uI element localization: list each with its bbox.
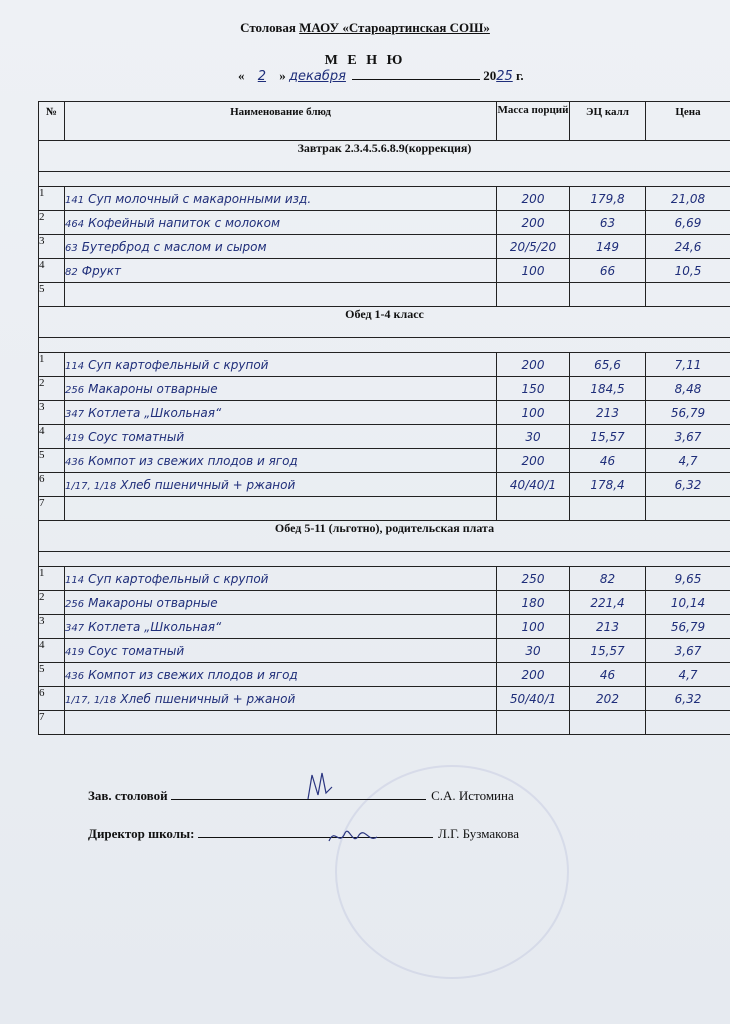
dish-name: Хлеб пшеничный + ржаной [120,477,296,492]
portion-mass: 30 [497,639,570,663]
portion-mass: 50/40/1 [497,687,570,711]
portion-mass: 200 [497,187,570,211]
table-row [39,283,730,307]
table-row [39,449,730,473]
school-name: МАОУ «Староартинская СОШ» [299,20,490,35]
energy-value: 15,57 [570,425,646,449]
table-row [39,687,730,711]
price: 9,65 [646,567,730,591]
section-spacer-row [39,172,730,187]
menu-date [238,68,524,84]
price: 3,67 [646,639,730,663]
energy-value: 213 [570,401,646,425]
recipe-code: 436 [65,456,85,468]
row-number: 3 [39,615,65,639]
dish-cell [65,473,497,497]
energy-value: 15,57 [570,639,646,663]
price [646,283,730,307]
portion-mass: 100 [497,401,570,425]
energy-value: 202 [570,687,646,711]
row-number: 1 [39,353,65,377]
canteen-header [0,20,730,36]
dish-cell [65,377,497,401]
portion-mass [497,497,570,521]
price: 24,6 [646,235,730,259]
energy-value [570,283,646,307]
portion-mass: 20/5/20 [497,235,570,259]
section-spacer-row [39,338,730,353]
energy-value: 184,5 [570,377,646,401]
dish-cell [65,711,497,735]
table-row [39,401,730,425]
portion-mass: 100 [497,259,570,283]
table-row [39,567,730,591]
table-row [39,497,730,521]
dish-cell [65,687,497,711]
col-number-header: № [39,102,65,141]
portion-mass [497,711,570,735]
section-header-row [39,307,730,338]
date-day: 2 [257,69,267,84]
table-row [39,473,730,497]
table-row [39,187,730,211]
dish-cell [65,425,497,449]
recipe-code: 256 [65,598,85,610]
section-spacer [39,172,730,187]
manager-name: С.А. Истомина [431,788,514,803]
table-row [39,377,730,401]
table-row [39,639,730,663]
row-number: 5 [39,283,65,307]
portion-mass: 150 [497,377,570,401]
dish-name: Компот из свежих плодов и ягод [88,453,298,468]
table-header-row [39,102,730,141]
row-number: 2 [39,377,65,401]
manager-label: Зав. столовой [88,788,168,803]
menu-title: М Е Н Ю [324,53,406,68]
section-spacer-row [39,552,730,567]
price: 3,67 [646,425,730,449]
dish-cell [65,591,497,615]
table-row [39,353,730,377]
recipe-code: 82 [65,266,78,278]
recipe-code: 419 [65,432,85,444]
dish-cell [65,235,497,259]
portion-mass: 100 [497,615,570,639]
section-title: Завтрак 2.3.4.5.6.8.9(коррекция) [39,141,730,172]
recipe-code: 114 [65,574,85,586]
recipe-code: 464 [65,218,85,230]
recipe-code: 347 [65,408,85,420]
energy-value: 46 [570,663,646,687]
recipe-code: 141 [65,194,85,206]
portion-mass: 180 [497,591,570,615]
manager-signature-mark [300,765,340,805]
energy-value [570,497,646,521]
energy-value: 66 [570,259,646,283]
dish-cell [65,615,497,639]
dish-name: Макароны отварные [88,381,218,396]
recipe-code: 436 [65,670,85,682]
dish-cell [65,353,497,377]
menu-table [38,101,730,735]
dish-name: Соус томатный [88,643,185,658]
energy-value: 221,4 [570,591,646,615]
table-row [39,663,730,687]
table-row [39,425,730,449]
price: 4,7 [646,449,730,473]
date-month: декабря [289,69,346,84]
portion-mass: 200 [497,211,570,235]
row-number: 3 [39,235,65,259]
dish-name: Фрукт [81,263,122,278]
section-title: Обед 5-11 (льготно), родительская плата [39,521,730,552]
price [646,711,730,735]
row-number: 1 [39,567,65,591]
price: 8,48 [646,377,730,401]
price: 4,7 [646,663,730,687]
energy-value: 149 [570,235,646,259]
portion-mass: 40/40/1 [497,473,570,497]
row-number: 2 [39,591,65,615]
section-spacer [39,338,730,353]
row-number: 6 [39,473,65,497]
row-number: 5 [39,449,65,473]
dish-cell [65,211,497,235]
col-kcal-header: ЭЦ калл [570,102,646,141]
date-quote-close: » [279,68,286,83]
dish-cell [65,663,497,687]
dish-cell [65,187,497,211]
dish-name: Суп картофельный с крупой [88,357,269,372]
director-name: Л.Г. Бузмакова [438,826,520,841]
dish-name: Бутерброд с маслом и сыром [81,239,267,254]
dish-cell [65,639,497,663]
portion-mass: 200 [497,449,570,473]
col-price-header: Цена [646,102,730,141]
energy-value: 179,8 [570,187,646,211]
portion-mass: 200 [497,663,570,687]
energy-value: 82 [570,567,646,591]
section-header-row [39,521,730,552]
price: 10,14 [646,591,730,615]
energy-value: 178,4 [570,473,646,497]
dish-name: Компот из свежих плодов и ягод [88,667,298,682]
energy-value [570,711,646,735]
price: 10,5 [646,259,730,283]
row-number: 7 [39,711,65,735]
price: 56,79 [646,401,730,425]
price [646,497,730,521]
date-quote-open: « [238,68,245,83]
recipe-code: 256 [65,384,85,396]
energy-value: 63 [570,211,646,235]
row-number: 2 [39,211,65,235]
director-signature-blank [198,825,433,838]
table-row [39,259,730,283]
portion-mass: 30 [497,425,570,449]
dish-cell [65,283,497,307]
recipe-code: 114 [65,360,85,372]
recipe-code: 347 [65,622,85,634]
energy-value: 213 [570,615,646,639]
dish-cell [65,449,497,473]
dish-name: Кофейный напиток с молоком [88,215,281,230]
energy-value: 65,6 [570,353,646,377]
table-row [39,615,730,639]
section-title: Обед 1-4 класс [39,307,730,338]
dish-cell [65,567,497,591]
director-signature-line [88,825,519,842]
org-prefix: Столовая [240,20,296,35]
price: 7,11 [646,353,730,377]
dish-name: Соус томатный [88,429,185,444]
recipe-code: 1/17, 1/18 [65,480,117,492]
dish-name: Макароны отварные [88,595,218,610]
table-row [39,211,730,235]
recipe-code: 63 [65,242,78,254]
table-row [39,235,730,259]
director-signature-mark [325,817,385,857]
row-number: 1 [39,187,65,211]
dish-name: Котлета „Школьная“ [88,405,222,420]
recipe-code: 1/17, 1/18 [65,694,117,706]
date-year-suffix: 25 [496,69,513,84]
dish-name: Суп картофельный с крупой [88,571,269,586]
col-dish-header: Наименование блюд [65,102,497,141]
energy-value: 46 [570,449,646,473]
portion-mass: 200 [497,353,570,377]
table-row [39,591,730,615]
price: 21,08 [646,187,730,211]
recipe-code: 419 [65,646,85,658]
row-number: 4 [39,639,65,663]
date-year-prefix: 20 [483,68,497,83]
price: 6,69 [646,211,730,235]
portion-mass [497,283,570,307]
director-label: Директор школы: [88,826,195,841]
manager-signature-blank [171,787,426,800]
row-number: 6 [39,687,65,711]
section-header-row [39,141,730,172]
price: 6,32 [646,687,730,711]
row-number: 4 [39,259,65,283]
dish-name: Суп молочный с макаронными изд. [88,191,312,206]
dish-cell [65,259,497,283]
dish-name: Хлеб пшеничный + ржаной [120,691,296,706]
dish-cell [65,401,497,425]
section-spacer [39,552,730,567]
price: 6,32 [646,473,730,497]
date-blank-line [352,69,480,80]
col-mass-header: Масса порций [497,102,570,141]
row-number: 5 [39,663,65,687]
dish-cell [65,497,497,521]
dish-name: Котлета „Школьная“ [88,619,222,634]
portion-mass: 250 [497,567,570,591]
date-year-end: г. [515,68,524,83]
row-number: 4 [39,425,65,449]
row-number: 3 [39,401,65,425]
table-row [39,711,730,735]
row-number: 7 [39,497,65,521]
price: 56,79 [646,615,730,639]
